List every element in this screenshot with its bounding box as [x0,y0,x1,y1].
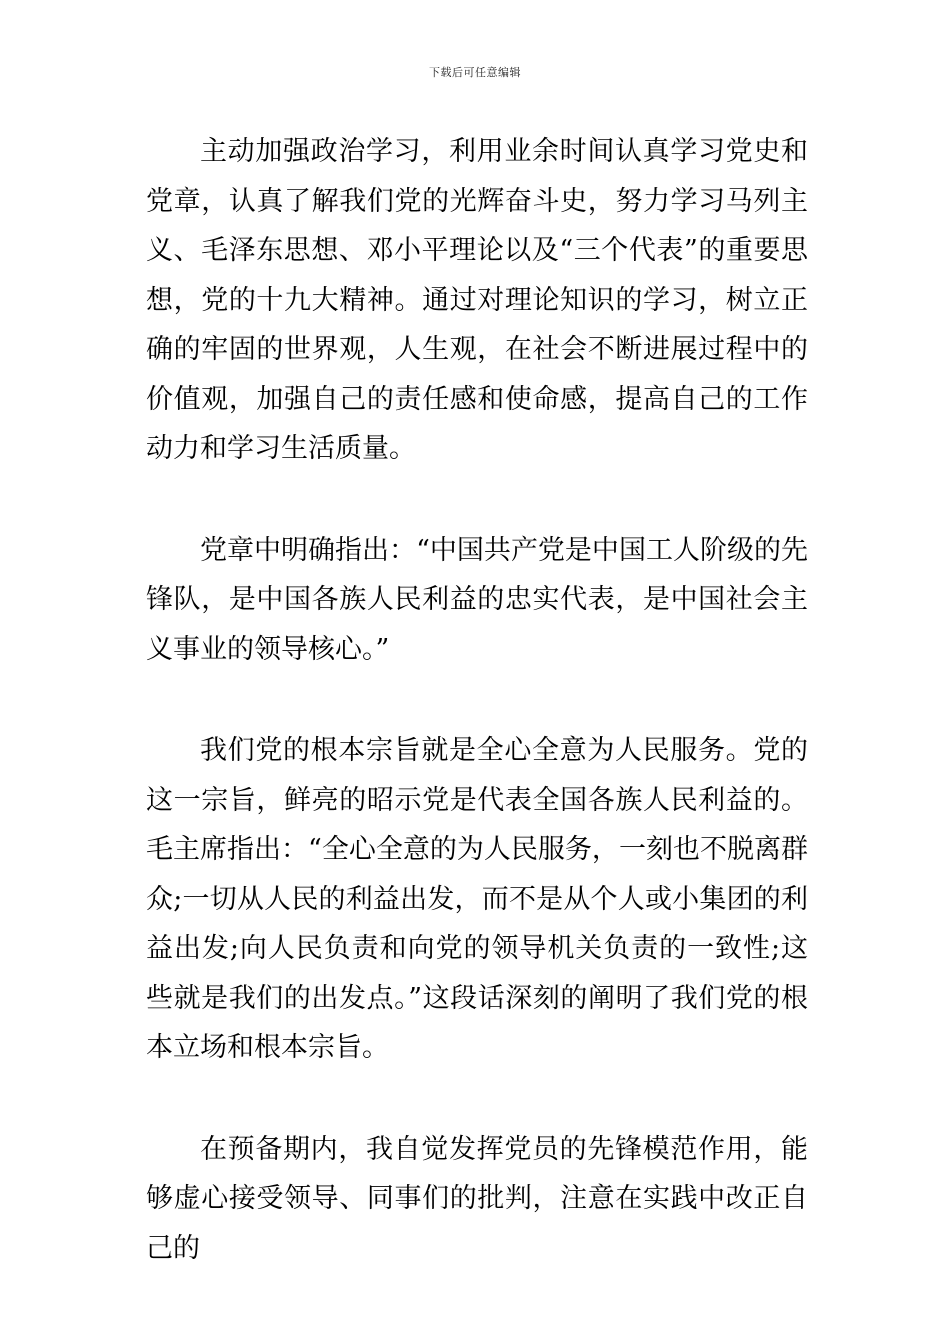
paragraph-political-study: 主动加强政治学习，利用业余时间认真学习党史和党章，认真了解我们党的光辉奋斗史，努力学习马列主义、毛泽东思想、邓小平理论以及“三个代表”的重要思想，党的十九大精神。通过对理论知识的学习，树立正确的牢固的世界观，人生观，在社会不断进展过程中的价值观，加强自己的责任感和使命感，提高自己的工作动力和学习生活质量。 [146,136,808,464]
paragraph-fundamental-purpose: 我们党的根本宗旨就是全心全意为人民服务。党的这一宗旨，鲜亮的昭示党是代表全国各族人民利益的。毛主席指出：“全心全意的为人民服务，一刻也不脱离群众;一切从人民的利益出发，而不是从个人或小集团的利益出发;向人民负责和向党的领导机关负责的一致性;这些就是我们的出发点。”这段话深刻的阐明了我们党的根本立场和根本宗旨。 [146,735,808,1063]
paragraph-probation-period: 在预备期内，我自觉发挥党员的先锋模范作用，能够虚心接受领导、同事们的批判，注意在实践中改正自己的 [146,1133,808,1264]
page-header-note: 下载后可任意编辑 [429,66,521,79]
document-body [146,127,808,1325]
paragraph-party-constitution: 党章中明确指出：“中国共产党是中国工人阶级的先锋队，是中国各族人民利益的忠实代表，是中国社会主义事业的领导核心。” [146,534,808,665]
